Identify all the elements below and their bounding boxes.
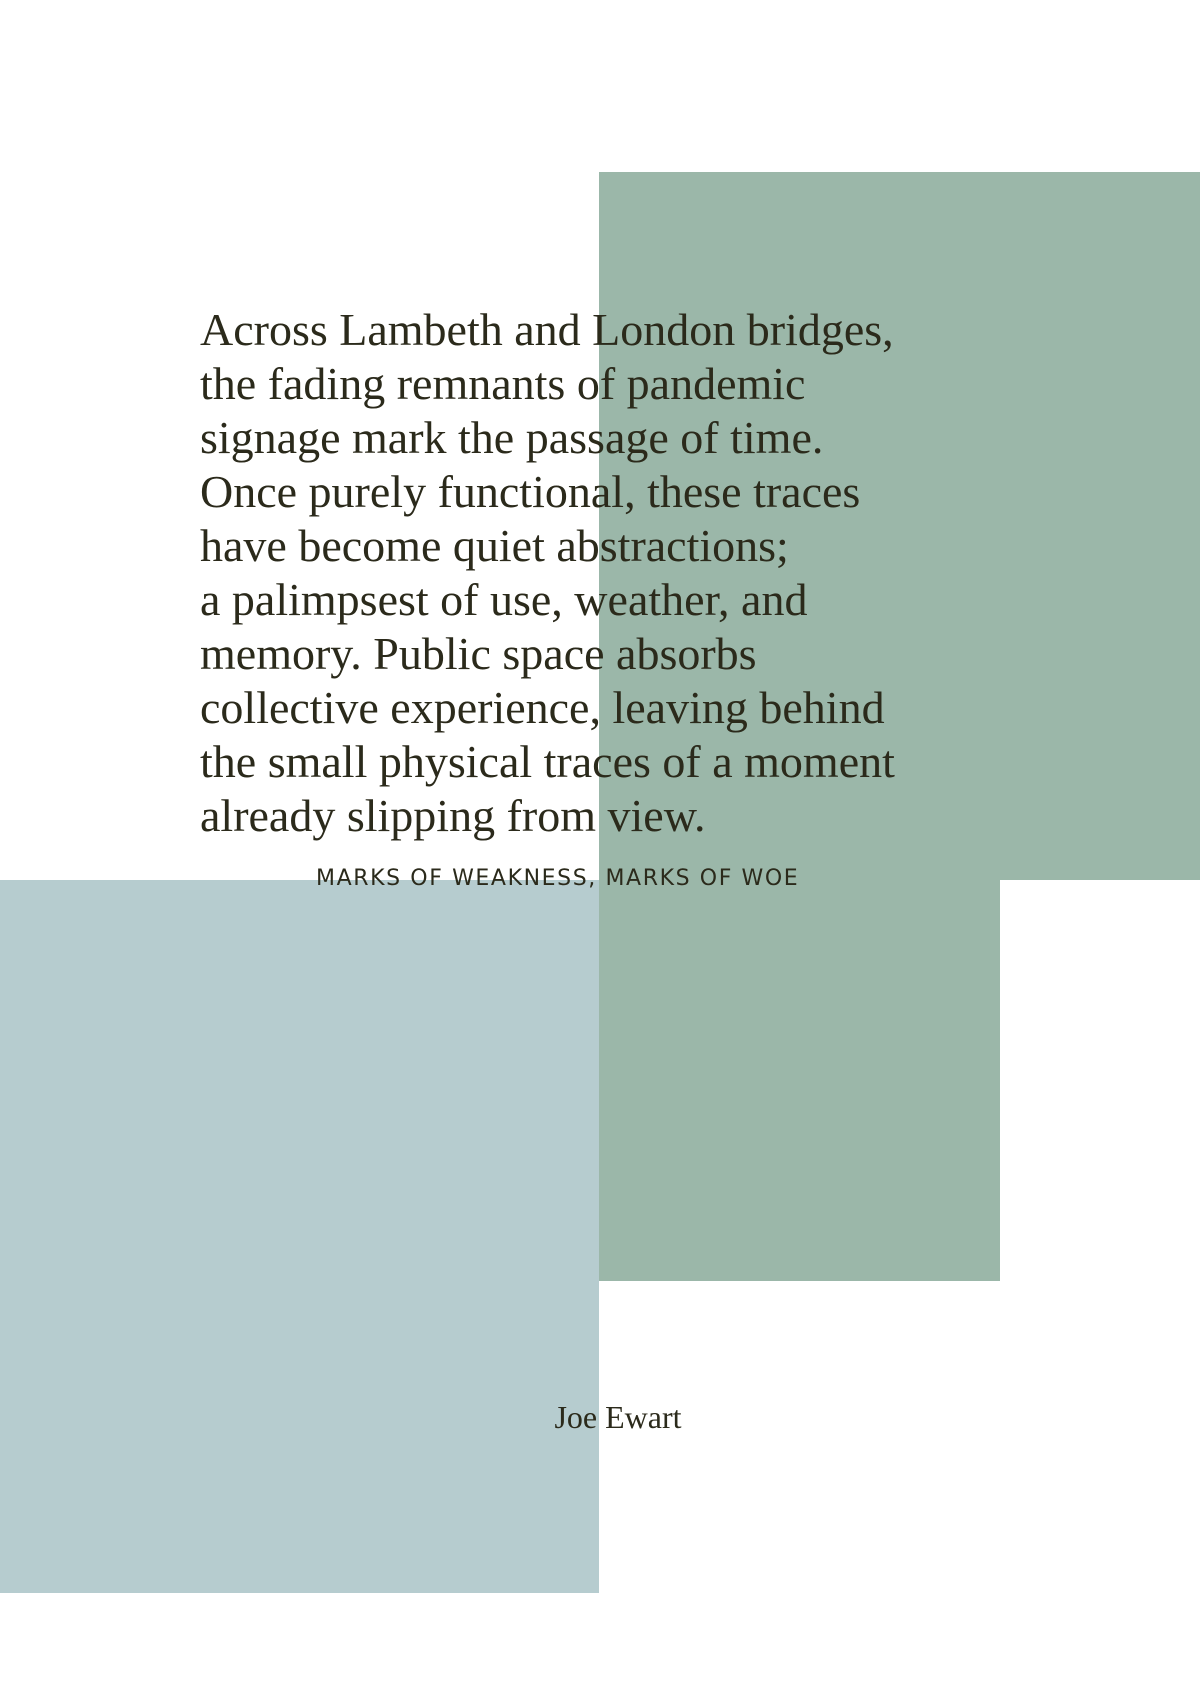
body-line: the small physical traces of a moment [200, 736, 895, 787]
author-name: Joe Ewart [554, 1399, 682, 1435]
body-line: Once purely functional, these traces [200, 466, 861, 517]
green-color-block-bottom [599, 880, 1000, 1281]
body-line: already slipping from view. [200, 790, 706, 841]
body-line: collective experience, leaving behind [200, 682, 885, 733]
body-paragraph [200, 303, 1020, 843]
blue-color-block [0, 880, 599, 1593]
body-line: memory. Public space absorbs [200, 628, 757, 679]
subtitle: MARKS OF WEAKNESS, MARKS OF WOE [316, 866, 800, 891]
body-line: have become quiet abstractions; [200, 520, 789, 571]
body-line: a palimpsest of use, weather, and [200, 574, 808, 625]
body-line: the fading remnants of pandemic [200, 358, 806, 409]
body-line: signage mark the passage of time. [200, 412, 824, 463]
body-line: Across Lambeth and London bridges, [200, 304, 894, 355]
